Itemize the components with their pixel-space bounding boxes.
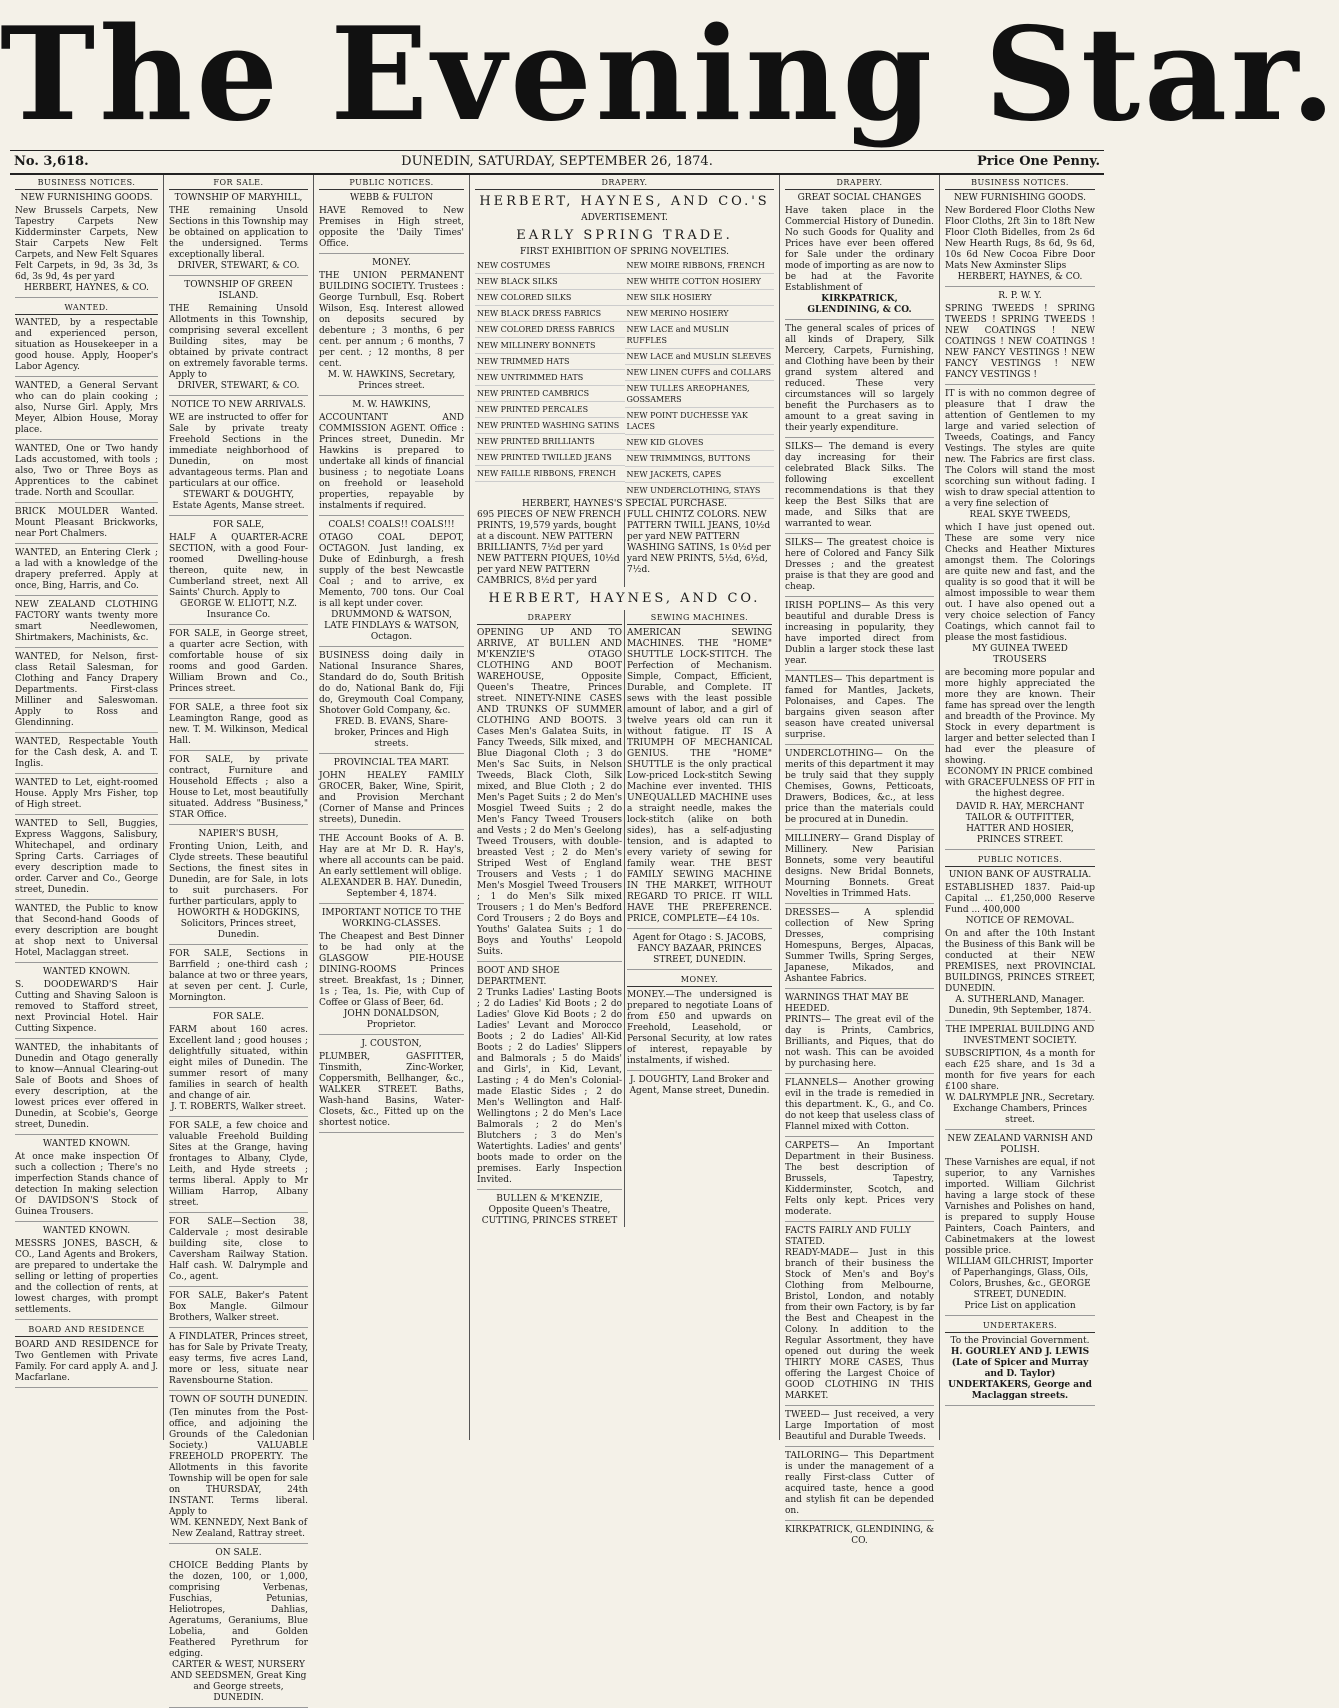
advert-body: MESSRS JONES, BASCH, & CO., Land Agents and Brokers, are prepared to undertake the selling or letting of properties and the collection of rents, at lowest charges, with prompt settlements.	[15, 1239, 158, 1315]
advert-title: NEW FURNISHING GOODS.	[20, 193, 153, 203]
advert-title: FOR SALE,	[212, 520, 265, 530]
novelty-item: NEW PRINTED BRILLIANTS	[475, 434, 625, 450]
advert: BRICK MOULDER Wanted. Mount Pleasant Brickworks, near Port Chalmers.	[15, 507, 158, 544]
advert	[15, 193, 158, 298]
advert-title: REAL SKYE TWEEDS,	[969, 510, 1071, 520]
advert-body: JOHN HEALEY FAMILY GROCER, Baker, Wine, Spirit, and Provision Merchant (Corner of Manse and Princes streets), Dunedin.	[319, 771, 464, 825]
novelties-left	[475, 258, 625, 499]
advert-body: Fronting Union, Leith, and Clyde streets. These beautiful Sections, the finest sites in Dunedin, are for Sale, in lots to suit purchasers. For further particulars, apply to	[169, 842, 308, 907]
advert-signature: WILLIAM GILCHRIST, Importer of Paperhangings, Glass, Oils, Colors, Brushes, &c., GEORGE STREET, DUNEDIN.	[946, 1257, 1094, 1300]
advert-title: WANTED KNOWN.	[42, 1139, 131, 1149]
novelty-item: NEW BLACK DRESS FABRICS	[475, 306, 625, 322]
advert: FOR SALE, Baker's Patent Box Mangle. Gilmour Brothers, Walker street.	[169, 1291, 308, 1328]
advert	[319, 758, 464, 830]
advert: WANTED, One or Two handy Lads accustomed, with tools ; also, Two or Three Boys as Apprentices to the cabinet trade. North and Scoullar.	[15, 444, 158, 503]
advert-signature: JOHN DONALDSON, Proprietor.	[343, 1009, 440, 1030]
section-header: DRAPERY.	[785, 177, 934, 190]
advert: FOR SALE, a few choice and valuable Freehold Building Sites at the Grange, having frontages to Albany, Clyde, Leith, and Hyde streets ; terms liberal. Apply to Mr William Harrop, Albany street.	[169, 1121, 308, 1213]
advert-signature: ALEXANDER B. HAY. Dunedin, September 4, 1874.	[320, 878, 463, 899]
exhibition-heading: FIRST EXHIBITION OF SPRING NOVELTIES.	[519, 247, 730, 257]
advert-title: WANTED KNOWN.	[42, 1226, 131, 1236]
novelty-item: NEW TRIMMED HATS	[475, 354, 625, 370]
novelty-item: NEW PRINTED TWILLED JEANS	[475, 450, 625, 466]
advert: OPENING UP AND TO ARRIVE, AT BULLEN AND M'KENZIE'S OTAGO CLOTHING AND BOOT WAREHOUSE, Opposite Queen's Theatre, Princes street. NINETY-NINE CASES AND TRUNKS OF SUMMER CLOTHING AND BOOTS. 3 Cases Men's Galatea Suits, in Fancy Tweeds, Silk mixed, and Blue Diagonal Cloth ; 3 do Men's Sac Suits, in Nelson Tweeds, Black Cloth, Silk mixed, and Blue Cloth ; 2 do Men's Paget Suits ; 2 do Men's Mosgiel Tweed Suits ; 2 do Men's Fancy Tweed Trousers and Vests ; 2 do Men's Geelong Tweed Trousers, with double-breasted Vest ; 2 do Men's Striped West of England Trousers and Vests ; 1 do Men's Mosgiel Tweed Trousers ; 1 do Men's Silk mixed Trousers ; 1 do Men's Bedford Cord Trousers ; 2 do Boys and Youths' Galatea Suits ; 1 do Boys and Youths' Leopold Suits.	[477, 628, 622, 962]
advert	[785, 193, 934, 320]
advert	[945, 389, 1095, 850]
issue-price: Price One Penny.	[976, 154, 1100, 169]
column-for-sale	[164, 175, 314, 1703]
advert-title: WARNINGS THAT MAY BE HEEDED.	[785, 993, 909, 1014]
advert: TWEED— Just received, a very Large Importation of most Beautiful and Durable Tweeds.	[785, 1410, 934, 1447]
novelty-item: NEW BLACK SILKS	[475, 274, 625, 290]
novelty-item: NEW MILLINERY BONNETS	[475, 338, 625, 354]
advert-signature: CARTER & WEST, NURSERY AND SEEDSMEN, Great King and George streets, DUNEDIN.	[170, 1660, 307, 1703]
advert-title: GREAT SOCIAL CHANGES	[797, 193, 922, 203]
columns	[10, 175, 1104, 1703]
section-header: BUSINESS NOTICES.	[15, 177, 158, 190]
advert-body: CHOICE Bedding Plants by the dozen, 100, or 1,000, comprising Verbenas, Fuschias, Petunias, Heliotropes, Dahlias, Ageratums, Geraniums, Blue Lobelia, and Golden Feathered Pyrethrum for edging.	[169, 1561, 308, 1659]
advert-body: THE UNION PERMANENT BUILDING SOCIETY. Trustees : George Turnbull, Esq. Robert Wilson, Esq. Interest allowed on deposits secured by debenture ; 3 months, 6 per cent. per annum ; 6 months, 7 per cent. ; 12 months, 8 per cent.	[319, 271, 464, 369]
advert: WANTED, Respectable Youth for the Cash desk, A. and T. Inglis.	[15, 737, 158, 774]
advert-body: IT is with no common degree of pleasure that I draw the attention of Gentlemen to my large and varied selection of Tweeds, Coatings, and Fancy Vestings. The styles are quite new. The Fabrics are first class. The Colors will stand the most scorching sun without fading. I wish to draw special attention to a very fine selection of	[945, 389, 1095, 509]
advert: MONEY.—The undersigned is prepared to negotiate Loans of from £50 and upwards on Freehold, Leasehold, or Personal Security, at low rates of interest, repayable by instalments, if wished.	[627, 990, 772, 1071]
advert-body: THE Account Books of A. B. Hay are at Mr D. R. Hay's, where all accounts can be paid. An early settlement will oblige.	[319, 834, 464, 877]
advert-body: ACCOUNTANT AND COMMISSION AGENT. Office : Princes street, Dunedin. Mr Hawkins is prepared to undertake all kinds of financial business ; to negotiate Loans on freehold or leasehold properties, repayable by instalments if required.	[319, 413, 464, 511]
section-header: PUBLIC NOTICES.	[319, 177, 464, 190]
advert: WANTED, a General Servant who can do plain cooking ; also, Nurse Girl. Apply, Mrs Meyer, Albion House, Moray place.	[15, 381, 158, 440]
advert	[169, 1548, 308, 1708]
advert	[15, 1226, 158, 1320]
novelty-item: NEW KID GLOVES	[625, 435, 775, 451]
novelty-item: NEW UNTRIMMED HATS	[475, 370, 625, 386]
advert: WANTED, the Public to know that Second-hand Goods of every description are bought at shop next to Universal Hotel, Maclaggan street.	[15, 904, 158, 963]
section-header: FOR SALE.	[169, 177, 308, 190]
clothing-subcolumn	[475, 610, 625, 1227]
advert	[319, 520, 464, 647]
advert-body: ESTABLISHED 1837. Paid-up Capital ... £1,250,000 Reserve Fund ... 400,000	[945, 883, 1095, 915]
section-header: MONEY.	[627, 974, 772, 987]
advert: FLANNELS— Another growing evil in the trade is remedied in this department. K., G., and Co. do not keep that useless class of Flannel mixed with Cotton.	[785, 1078, 934, 1137]
special-left: 695 PIECES OF NEW FRENCH PRINTS, 19,579 yards, bought at a discount. NEW PATTERN BRILLIANTS, 7½d per yard NEW PATTERN PIQUES, 10½d per yard NEW PATTERN CAMBRICS, 8½d per yard	[475, 510, 625, 587]
advert-body: which I have just opened out. These are some very nice Checks and Heather Mixtures amongst them. The Colorings are quite new and fast, and the quality is so good that it will be almost impossible to wear them out. I have also opened out a very choice selection of Fancy Coatings, which cannot fail to please the most fastidious.	[945, 523, 1095, 643]
masthead	[0, 0, 1339, 150]
column-business-wanted	[10, 175, 164, 1440]
advert-signature: M. W. HAWKINS, Secretary, Princes street.	[327, 370, 456, 391]
advert	[945, 1025, 1095, 1130]
special-right: FULL CHINTZ COLORS. NEW PATTERN TWILL JEANS, 10½d per yard NEW PATTERN WASHING SATINS, 1s 0½d per yard NEW PRINTS, 5½d, 6½d, 7½d.	[627, 510, 771, 575]
advert-title: MONEY.	[372, 258, 411, 268]
advert-signature: DAVID R. HAY, MERCHANT TAILOR & OUTFITTER, HATTER AND HOSIER, PRINCES STREET.	[955, 802, 1085, 845]
advert: FOR SALE, Sections in Barrfield ; one-third cash ; balance at two or three years, at seven per cent. J. Curle, Mornington.	[169, 949, 308, 1008]
advert-body: SUBSCRIPTION, 4s a month for each £25 share, and 1s 3d a month for five years for each £100 share.	[945, 1049, 1095, 1092]
drapery-subcolumns	[475, 610, 774, 1227]
novelty-item: NEW MOIRE RIBBONS, FRENCH	[625, 258, 775, 274]
advert: MILLINERY— Grand Display of Millinery. New Parisian Bonnets, some very beautiful designs. New Bridal Bonnets, Mourning Bonnets. Great Novelties in Trimmed Hats.	[785, 834, 934, 904]
novelty-item: NEW PRINTED CAMBRICS	[475, 386, 625, 402]
advert	[319, 908, 464, 1035]
section-header: SEWING MACHINES.	[627, 612, 772, 625]
advert-signature: STEWART & DOUGHTY, Estate Agents, Manse street.	[172, 490, 305, 511]
advert-body: FARM about 160 acres. Excellent land ; good houses ; delightfully situated, within eight miles of Dunedin. The summer resort of many families in search of health and change of air.	[169, 1025, 308, 1101]
advert: WANTED, by a respectable and experienced person, situation as Housekeeper in a good house. Apply, Hooper's Labor Agency.	[15, 318, 158, 377]
advert-title: IMPORTANT NOTICE TO THE WORKING-CLASSES.	[321, 908, 462, 929]
advert	[169, 280, 308, 396]
novelty-item: NEW LACE and MUSLIN SLEEVES	[625, 349, 775, 365]
advert: WANTED to Let, eight-roomed House. Apply Mrs Fisher, top of High street.	[15, 778, 158, 815]
advert-title: FOR SALE.	[212, 1012, 265, 1022]
advert	[169, 520, 308, 625]
advert: FOR SALE, a three foot six Leamington Range, good as new. T. M. Wilkinson, Medical Hall.	[169, 703, 308, 751]
novelty-item: NEW JACKETS, CAPES	[625, 467, 775, 483]
section-header: DRAPERY	[477, 612, 622, 625]
novelty-item: NEW LINEN CUFFS and COLLARS	[625, 365, 775, 381]
advert-title: NAPIER'S BUSH,	[198, 829, 279, 839]
issue-date: DUNEDIN, SATURDAY, SEPTEMBER 26, 1874.	[401, 154, 713, 169]
advert-title: WEBB & FULTON	[349, 193, 434, 203]
advert	[169, 1395, 308, 1544]
novelty-item: NEW TRIMMINGS, BUTTONS	[625, 451, 775, 467]
advert-body: BUSINESS doing daily in National Insurance Shares, Standard do do, South British do do, National Bank do, Fiji do, Greymouth Coal Company, Shotover Gold Company, &c.	[319, 651, 464, 716]
advert-body: S. DOODEWARD'S Hair Cutting and Shaving Saloon is removed to Stafford street, next Provincial Hotel. Hair Cutting Sixpence.	[15, 980, 158, 1034]
advert-title: TOWNSHIP OF MARYHILL,	[174, 193, 303, 203]
advert-body: OTAGO COAL DEPOT, OCTAGON. Just landing, ex Duke of Edinburgh, a fresh supply of the best Newcastle Coal ; and to arrive, ex Memento, 700 tons. Our Coal is all kept under cover.	[319, 533, 464, 609]
advert-body: THE remaining Unsold Sections in this Township may be obtained on application to the undersigned. Terms exceptionally liberal.	[169, 206, 308, 260]
section-header: WANTED.	[15, 302, 158, 315]
novelties-list	[475, 258, 774, 499]
advert-body: New Brussels Carpets, New Tapestry Carpets New Kidderminster Carpets, New Stair Carpets New Felt Carpets, and New Felt Squares Felt Carpets, in 9d, 3s 3d, 3s 6d, 3s 9d, 4s per yard	[15, 206, 158, 282]
advert	[945, 870, 1095, 1021]
advert-note: Price List on application	[964, 1301, 1076, 1311]
advert-title: UNION BANK OF AUSTRALIA.	[948, 870, 1092, 880]
advert: PRINTS— The great evil of the day is Prints, Cambrics, Brilliants, and Piques, that do not wash. This can be avoided by purchasing here.	[785, 1015, 934, 1074]
advert-body: Have taken place in the Commercial History of Dunedin. No such Goods for Quality and Prices have ever been offered for Sale under the ordinary mode of importing as are now to be had at the Favorite Establishment of	[785, 206, 934, 293]
novelty-item: NEW PRINTED PERCALES	[475, 402, 625, 418]
advert-title: NEW FURNISHING GOODS.	[954, 193, 1086, 203]
advert-body: (Ten minutes from the Post-office, and adjoining the Grounds of the Caledonian Society.) VALUABLE FREEHOLD PROPERTY. The Allotments in this favorite Township will be open for sale on THURSDAY, 24th INSTANT. Terms liberal. Apply to	[169, 1408, 308, 1517]
advert: READY-MADE— Just in this branch of their business the Stock of Men's and Boy's Clothing from Melbourne, Bristol, London, and notably from their own Factory, is by far the Best and Cheapest in the Colony. In addition to the Regular Assortment, they have opened out during the week THIRTY MORE CASES, Thus offering the Largest Choice of GOOD CLOTHING IN THIS MARKET.	[785, 1248, 934, 1406]
novelty-item: NEW COLORED DRESS FABRICS	[475, 322, 625, 338]
advert-title: THE IMPERIAL BUILDING AND INVESTMENT SOCIETY.	[945, 1025, 1095, 1046]
novelty-item: NEW SILK HOSIERY	[625, 290, 775, 306]
advert: UNDERCLOTHING— On the merits of this department it may be truly said that they supply Chemises, Gowns, Petticoats, Drawers, Bodices, &c., at less price than the materials could be procured at in Dunedin.	[785, 749, 934, 830]
advert	[319, 651, 464, 754]
advert: FOR SALE, by private contract, Furniture and Household Effects ; also a House to Let, most beautifully situated. Address "Business," STAR Office.	[169, 755, 308, 825]
advert	[319, 400, 464, 516]
special-purchase-heading: HERBERT, HAYNES'S SPECIAL PURCHASE.	[521, 499, 728, 509]
advert-signature: W. DALRYMPLE JNR., Secretary. Exchange Chambers, Princes street.	[945, 1093, 1095, 1125]
novelty-item: NEW COLORED SILKS	[475, 290, 625, 306]
advert-signature: H. GOURLEY AND J. LEWIS (Late of Spicer and Murray and D. Taylor) UNDERTAKERS, George and Maclaggan streets.	[948, 1347, 1092, 1401]
novelty-item: NEW PRINTED WASHING SATINS	[475, 418, 625, 434]
advert-body: SPRING TWEEDS ! SPRING TWEEDS ! SPRING TWEEDS ! NEW COATINGS ! NEW COATINGS ! NEW COATINGS ! NEW FANCY VESTINGS ! NEW FANCY VESTINGS ! NEW FANCY VESTINGS !	[945, 304, 1095, 380]
advert	[319, 258, 464, 396]
advert-title: NOTICE TO NEW ARRIVALS.	[171, 400, 306, 410]
dateline	[10, 150, 1104, 175]
advert: BOARD AND RESIDENCE for Two Gentlemen with Private Family. For card apply A. and J. Macfarlane.	[15, 1340, 158, 1388]
advert-subheading: ADVERTISEMENT.	[581, 213, 668, 223]
section-header: DRAPERY.	[475, 177, 774, 190]
advert-signature: HOWORTH & HODGKINS, Solicitors, Princes street, Dunedin.	[177, 908, 300, 940]
advert: IRISH POPLINS— As this very beautiful and durable Dress is increasing in popularity, they have imported direct from Dublin a larger stock these last year.	[785, 601, 934, 671]
advert	[319, 834, 464, 904]
advert-signature: WM. KENNEDY, Next Bank of New Zealand, Rattray street.	[169, 1518, 308, 1539]
advert-signature: DRIVER, STEWART, & CO.	[177, 261, 300, 271]
advert-title: BOOT AND SHOE DEPARTMENT.	[477, 966, 560, 987]
novelties-right	[625, 258, 775, 499]
trade-heading: EARLY SPRING TRADE.	[516, 228, 733, 243]
advert-body: To the Provincial Government.	[950, 1336, 1090, 1346]
advert	[15, 967, 158, 1039]
advert-signature: J. DOUGHTY, Land Broker and Agent, Manse street, Dunedin.	[629, 1075, 770, 1096]
advert	[169, 1012, 308, 1117]
advert: WANTED to Sell, Buggies, Express Waggons, Salisbury, Whitechapel, and ordinary Spring Carts. Carriages of every description made to order. Carver and Co., George street, Dunedin.	[15, 819, 158, 900]
advert: SILKS— The greatest choice is here of Colored and Fancy Silk Dresses ; and the greatest praise is that they are good and cheap.	[785, 538, 934, 597]
advert-body: HALF A QUARTER-ACRE SECTION, with a good Four-roomed Dwelling-house thereon, quite new, in Cumberland street, next All Saints' Church. Apply to	[169, 533, 308, 598]
advert-title: FACTS FAIRLY AND FULLY STATED.	[785, 1226, 911, 1247]
advert-title: PROVINCIAL TEA MART.	[333, 758, 450, 768]
novelty-item: NEW MERINO HOSIERY	[625, 306, 775, 322]
advert-title: M. W. HAWKINS,	[352, 400, 431, 410]
section-header: BOARD AND RESIDENCE	[15, 1324, 158, 1337]
newspaper-title: The Evening Star.	[0, 0, 1339, 150]
novelty-item: NEW WHITE COTTON HOSIERY	[625, 274, 775, 290]
advert-signature: DRIVER, STEWART, & CO.	[177, 381, 300, 391]
advert-signature: HERBERT, HAYNES, & CO.	[24, 283, 149, 293]
novelty-item: NEW COSTUMES	[475, 258, 625, 274]
advert-title: ON SALE.	[215, 1548, 262, 1558]
section-header: UNDERTAKERS.	[945, 1320, 1095, 1333]
section-header: BUSINESS NOTICES.	[945, 177, 1095, 190]
section-header: PUBLIC NOTICES.	[945, 854, 1095, 867]
advert: CARPETS— An Important Department in their Business. The best description of Brussels, Tapestry, Kidderminster, Scotch, and Felts only kept. Prices very moderate.	[785, 1141, 934, 1222]
advert-title: TOWNSHIP OF GREEN ISLAND.	[184, 280, 293, 301]
advert	[169, 400, 308, 516]
advert	[169, 829, 308, 945]
advert-signature: BULLEN & M'KENZIE, Opposite Queen's Theatre, CUTTING, PRINCES STREET	[481, 1194, 618, 1226]
novelty-item: NEW TULLES AREOPHANES, GOSSAMERS	[625, 381, 775, 408]
advert-body: On and after the 10th Instant the Business of this Bank will be conducted at their NEW PREMISES, next PROVINCIAL BUILDINGS, PRINCES STREET, DUNEDIN.	[945, 929, 1095, 994]
advert: The general scales of prices of all kinds of Drapery, Silk Mercery, Carpets, Furnishing, and Clothing have been by their grand system altered and reduced. These very circumstances will so largely benefit the Purchasers as to amount to a great saving in their yearly expenditure.	[785, 324, 934, 438]
advert: MANTLES— This department is famed for Mantles, Jackets, Polonaises, and Capes. The bargains given season after season have created universal surprise.	[785, 675, 934, 745]
advert: AMERICAN SEWING MACHINES. THE "HOME" SHUTTLE LOCK-STITCH. The Perfection of Mechanism. Simple, Compact, Efficient, Durable, and Complete. IT sews with the least possible amount of labor, and a girl of twelve years old can run it without fatigue. IT IS A TRIUMPH OF MECHANICAL GENIUS. THE "HOME" SHUTTLE is the only practical Low-priced Lock-stitch Sewing Machine ever invented. THIS UNEQUALLED MACHINE uses a straight needle, makes the lock-stitch (alike on both sides), has a self-adjusting tension, and is adapted to every variety of sewing for family wear. THE BEST FAMILY SEWING MACHINE IN THE MARKET, WITHOUT REGARD TO PRICE. IT WILL HAVE THE PREFERENCE. PRICE, COMPLETE—£4 10s.	[627, 628, 772, 929]
advert	[319, 193, 464, 254]
advert-signature: FRED. B. EVANS, Share-broker, Princes and High streets.	[334, 717, 449, 749]
advert	[319, 1039, 464, 1133]
advert: FOR SALE, in George street, a quarter acre Section, with comfortable house of six rooms and good Garden. William Brown and Co., Princes street.	[169, 629, 308, 699]
advert: WANTED, an Entering Clerk ; a lad with a knowledge of the drapery preferred. Apply at once, Bing, Harris, and Co.	[15, 548, 158, 596]
column-drapery-kirkpatrick	[780, 175, 940, 1546]
advert-body: The Cheapest and Best Dinner to be had only at the GLASGOW PIE-HOUSE DINING-ROOMS Princes street. Breakfast, 1s ; Dinner, 1s ; Tea, 1s. Pie, with Cup of Coffee or Glass of Beer, 6d.	[319, 932, 464, 1008]
advert	[15, 1139, 158, 1222]
column-business-notices	[940, 175, 1100, 1440]
advert-title: ECONOMY IN PRICE combined with GRACEFULNESS OF FIT in the highest degree.	[945, 767, 1095, 799]
firm-name: KIRKPATRICK, GLENDINING, & CO.	[807, 294, 912, 315]
special-purchase	[475, 510, 774, 587]
advert	[945, 193, 1095, 287]
novelty-item: NEW UNDERCLOTHING, STAYS	[625, 483, 775, 499]
advert-title: TOWN OF SOUTH DUNEDIN.	[169, 1395, 308, 1405]
advert	[169, 193, 308, 276]
advert-subtitle: NOTICE OF REMOVAL.	[965, 916, 1075, 926]
advert-body: THE Remaining Unsold Allotments in this Township, comprising several excellent Building sites, may be obtained by private contract on extremely favorable terms. Apply to	[169, 304, 308, 380]
advert-title: WANTED KNOWN.	[42, 967, 131, 977]
advert-title: NEW ZEALAND VARNISH AND POLISH.	[947, 1134, 1093, 1155]
advert	[945, 1336, 1095, 1406]
advert: TAILORING— This Department is under the management of a really First-class Cutter of acquired taste, hence a good and stylish fit can be depended on.	[785, 1451, 934, 1521]
advert: A FINDLATER, Princes street, has for Sale by Private Treaty, easy terms, five acres Land, more or less, situate near Ravensbourne Station.	[169, 1332, 308, 1391]
advert: WANTED, for Nelson, first-class Retail Salesman, for Clothing and Fancy Drapery Departments. First-class Milliner and Saleswoman. Apply to Ross and Glendinning.	[15, 652, 158, 733]
advert-signature: DRUMMOND & WATSON, LATE FINDLAYS & WATSON, Octagon.	[324, 610, 459, 642]
advert-body: At once make inspection Of such a collection ; There's no imperfection Stands chance of detection In making selection Of DAVIDSON'S Stock of Guinea Trousers.	[15, 1152, 158, 1217]
advert-signature: HERBERT, HAYNES, & CO.	[957, 272, 1083, 282]
advert-body: are becoming more popular and more highly appreciated the more they are known. Their fame has spread over the length and breadth of the Province. My Stock in every department is larger and better selected than I had ever the pleasure of showing.	[945, 668, 1095, 766]
advert-signature: A. SUTHERLAND, Manager. Dunedin, 9th September, 1874.	[948, 995, 1092, 1016]
advert: SILKS— The demand is every day increasing for their celebrated Black Silks. The following excellent recommendations is that they keep the Best Silks that are made, and Silks that are warranted to wear.	[785, 442, 934, 534]
sewing-subcolumn	[625, 610, 774, 1227]
advert: FOR SALE—Section 38, Caldervale ; most desirable building site, close to Caversham Railway Station. Half cash. W. Dalrymple and Co., agent.	[169, 1217, 308, 1287]
firm-heading: HERBERT, HAYNES, AND CO.'S	[479, 194, 770, 209]
advert-title: MY GUINEA TWEED TROUSERS	[972, 644, 1068, 665]
advert-body: New Bordered Floor Cloths New Floor Cloths, 2ft 3in to 18ft New Floor Cloth Bidelles, from 2s 6d New Hearth Rugs, 8s 6d, 9s 6d, 10s 6d New Cocoa Fibre Door Mats New Axminster Slips	[945, 206, 1095, 271]
column-drapery-main	[470, 175, 780, 1440]
advert-body: HAVE Removed to New Premises in High street, opposite the 'Daily Times' Office.	[319, 206, 464, 249]
advert-signature: GEORGE W. ELIOTT, N.Z. Insurance Co.	[179, 599, 298, 620]
firm-signature: KIRKPATRICK, GLENDINING, & CO.	[785, 1525, 934, 1546]
novelty-item: NEW FAILLE RIBBONS, FRENCH	[475, 466, 625, 482]
advert-body: PLUMBER, GASFITTER, Tinsmith, Zinc-Worker, Coppersmith, Bellhanger, &c., WALKER STREET. Baths, Wash-hand Basins, Water-Closets, &c., Fitted up on the shortest notice.	[319, 1052, 464, 1128]
novelty-item: NEW POINT DUCHESSE YAK LACES	[625, 408, 775, 435]
novelty-item: NEW LACE and MUSLIN RUFFLES	[625, 322, 775, 349]
column-public-notices	[314, 175, 470, 1440]
issue-number: No. 3,618.	[14, 154, 89, 169]
advert	[945, 1134, 1095, 1316]
advert-title: J. COUSTON,	[361, 1039, 422, 1049]
advert-body: WE are instructed to offer for Sale by private treaty Freehold Sections in the immediate neighborhood of Dunedin, on most advantageous terms. Plan and particulars at our office.	[169, 413, 308, 489]
advert	[945, 291, 1095, 385]
advert: 2 Trunks Ladies' Lasting Boots ; 2 do Ladies' Kid Boots ; 2 do Ladies' Glove Kid Boots ; 2 do Ladies' Levant and Morocco Boots ; 2 do Ladies' All-Kid Boots ; 2 do Ladies' Slippers and Balmorals ; 5 do Maids' and Girls', in Kid, Levant, Lasting ; 4 do Men's Colonial-made Elastic Sides ; 2 do Men's Wellington and Half-Wellingtons ; 2 do Men's Lace Balmorals ; 2 do Men's Blutchers ; 3 do Men's Watertights. Ladies' and gents' boots made to order on the premises. Early Inspection Invited.	[477, 988, 622, 1190]
firm-signature: HERBERT, HAYNES, AND CO.	[488, 591, 761, 606]
advert: NEW ZEALAND CLOTHING FACTORY wants twenty more smart Needlewomen, Shirtmakers, Machinists, &c.	[15, 600, 158, 648]
advert-signature: Agent for Otago : S. JACOBS, FANCY BAZAAR, PRINCES STREET, DUNEDIN.	[627, 933, 772, 970]
advert: WANTED, the inhabitants of Dunedin and Otago generally to know—Annual Clearing-out Sale of Boots and Shoes of every description, at the lowest prices ever offered in Dunedin, at Scobie's, George street, Dunedin.	[15, 1043, 158, 1135]
advert-title: R. P. W. Y.	[998, 291, 1042, 301]
advert: DRESSES— A splendid collection of New Spring Dresses, comprising Homespuns, Berges, Alpacas, Summer Twills, Spring Serges, Japanese, Mikados, and Ashantee Fabrics.	[785, 908, 934, 989]
advert-signature: J. T. ROBERTS, Walker street.	[171, 1102, 306, 1112]
advert-body: These Varnishes are equal, if not superior, to any Varnishes imported. William Gilchrist having a large stock of these Varnishes and Polishes on hand, is prepared to supply House Painters, Coach Painters, and Cabinetmakers at the lowest possible price.	[945, 1158, 1095, 1256]
advert-title: COALS! COALS!! COALS!!!	[328, 520, 455, 530]
